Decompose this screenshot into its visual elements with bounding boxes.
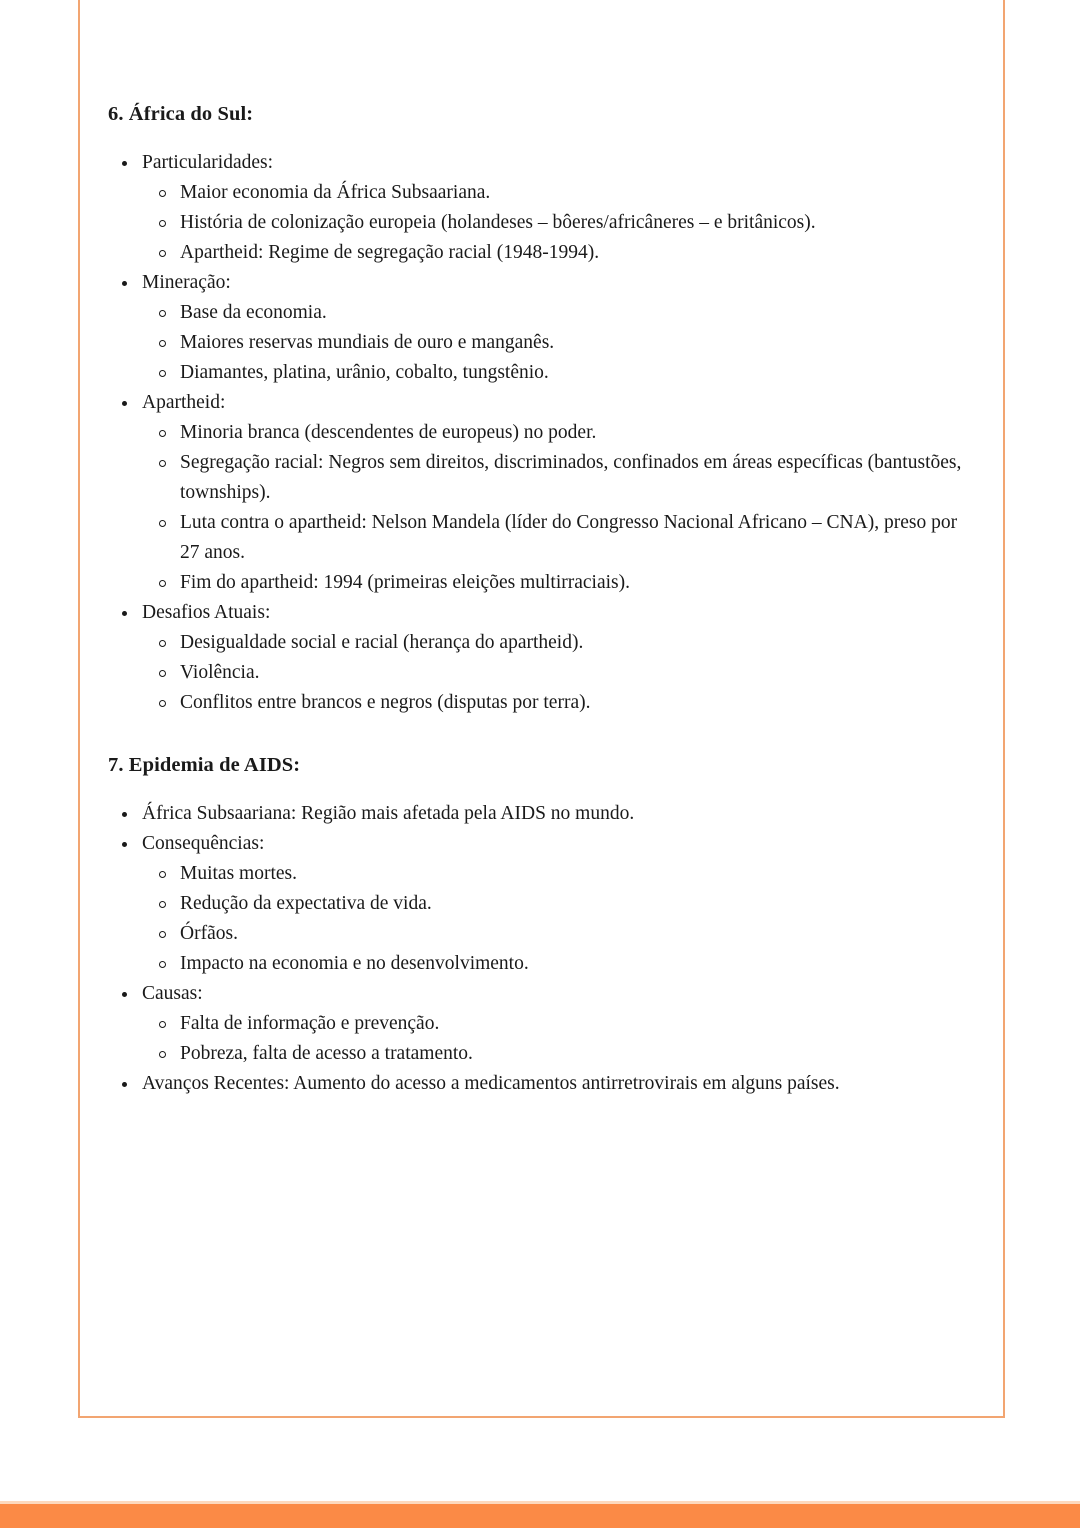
- circle-bullet-icon: [159, 238, 168, 268]
- list-item-label: Luta contra o apartheid: Nelson Mandela (líder do Congresso Nacional Africano – CNA), preso por 27 anos.: [180, 512, 958, 563]
- circle-bullet-icon: [159, 448, 168, 478]
- list-item-level-2: [142, 1009, 980, 1039]
- circle-bullet-icon: [159, 418, 168, 448]
- bullet-list-level-1: [108, 148, 980, 718]
- circle-bullet-icon: [159, 889, 168, 919]
- list-item-label: Falta de informação e prevenção.: [180, 1013, 440, 1034]
- list-item-level-2: [142, 568, 980, 598]
- list-item-label: Conflitos entre brancos e negros (disputas por terra).: [180, 692, 591, 713]
- section-heading: 7. Epidemia de AIDS:: [108, 754, 301, 776]
- list-item-level-2: [142, 859, 980, 889]
- list-item-label: Desafios Atuais:: [142, 602, 271, 623]
- circle-bullet-icon: [159, 298, 168, 328]
- bullet-list-level-2: [108, 1009, 980, 1069]
- disc-bullet-icon: [122, 598, 129, 628]
- list-item-level-2: [142, 178, 980, 208]
- list-item-level-1: [108, 388, 980, 418]
- bullet-list-level-2: [108, 859, 980, 979]
- list-item-label: Desigualdade social e racial (herança do apartheid).: [180, 632, 584, 653]
- document-section: [108, 751, 980, 1099]
- list-item-label: Base da economia.: [180, 302, 327, 323]
- list-item-level-1: [108, 268, 980, 298]
- document-section: [108, 100, 980, 718]
- list-item-level-2: [142, 328, 980, 358]
- list-item-label: Mineração:: [142, 272, 231, 293]
- circle-bullet-icon: [159, 688, 168, 718]
- disc-bullet-icon: [122, 268, 129, 298]
- circle-bullet-icon: [159, 508, 168, 538]
- circle-bullet-icon: [159, 358, 168, 388]
- circle-bullet-icon: [159, 1009, 168, 1039]
- list-item-level-1: [108, 829, 980, 859]
- list-item-label: Apartheid:: [142, 392, 226, 413]
- section-heading: 6. África do Sul:: [108, 103, 254, 125]
- list-item-level-1: [108, 799, 980, 829]
- list-item-label: Violência.: [180, 662, 260, 683]
- list-item-label: África Subsaariana: Região mais afetada pela AIDS no mundo.: [142, 803, 635, 824]
- list-item-label: Consequências:: [142, 833, 265, 854]
- list-item-level-2: [142, 298, 980, 328]
- list-item-label: Órfãos.: [180, 923, 238, 944]
- list-item-label: Diamantes, platina, urânio, cobalto, tungstênio.: [180, 362, 549, 383]
- circle-bullet-icon: [159, 568, 168, 598]
- list-item-label: Muitas mortes.: [180, 863, 297, 884]
- list-item-level-2: [142, 688, 980, 718]
- list-item-level-2: [142, 208, 980, 238]
- list-item-level-2: [142, 508, 980, 568]
- bullet-list-level-2: [108, 178, 980, 268]
- list-item-level-2: [142, 1039, 980, 1069]
- disc-bullet-icon: [122, 148, 129, 178]
- disc-bullet-icon: [122, 388, 129, 418]
- circle-bullet-icon: [159, 1039, 168, 1069]
- list-item-label: História de colonização europeia (holandeses – bôeres/africâneres – e britânicos).: [180, 212, 816, 233]
- list-item-label: Avanços Recentes: Aumento do acesso a medicamentos antirretrovirais em alguns países.: [142, 1073, 840, 1094]
- bullet-list-level-2: [108, 628, 980, 718]
- list-item-level-2: [142, 238, 980, 268]
- list-item-level-2: [142, 919, 980, 949]
- list-item-label: Minoria branca (descendentes de europeus) no poder.: [180, 422, 597, 443]
- list-item-level-1: [108, 1069, 980, 1099]
- list-item-label: Maior economia da África Subsaariana.: [180, 182, 491, 203]
- circle-bullet-icon: [159, 658, 168, 688]
- list-item-level-1: [108, 979, 980, 1009]
- list-item-label: Impacto na economia e no desenvolvimento.: [180, 953, 529, 974]
- disc-bullet-icon: [122, 979, 129, 1009]
- circle-bullet-icon: [159, 628, 168, 658]
- disc-bullet-icon: [122, 829, 129, 859]
- list-item-label: Apartheid: Regime de segregação racial (1948-1994).: [180, 242, 600, 263]
- list-item-level-2: [142, 889, 980, 919]
- bullet-list-level-2: [108, 298, 980, 388]
- list-item-label: Maiores reservas mundiais de ouro e manganês.: [180, 332, 555, 353]
- disc-bullet-icon: [122, 799, 129, 829]
- circle-bullet-icon: [159, 178, 168, 208]
- circle-bullet-icon: [159, 859, 168, 889]
- bullet-list-level-2: [108, 418, 980, 598]
- list-item-level-1: [108, 148, 980, 178]
- list-item-level-2: [142, 628, 980, 658]
- list-item-label: Causas:: [142, 983, 203, 1004]
- list-item-level-2: [142, 418, 980, 448]
- list-item-label: Segregação racial: Negros sem direitos, discriminados, confinados em áreas específicas (bantustões, townships).: [180, 452, 962, 503]
- list-item-level-2: [142, 448, 980, 508]
- list-item-level-2: [142, 949, 980, 979]
- list-item-level-2: [142, 358, 980, 388]
- circle-bullet-icon: [159, 919, 168, 949]
- circle-bullet-icon: [159, 328, 168, 358]
- circle-bullet-icon: [159, 208, 168, 238]
- list-item-level-2: [142, 658, 980, 688]
- document-content: [108, 100, 980, 1099]
- list-item-label: Particularidades:: [142, 152, 274, 173]
- disc-bullet-icon: [122, 1069, 129, 1099]
- list-item-label: Fim do apartheid: 1994 (primeiras eleições multirraciais).: [180, 572, 630, 593]
- bullet-list-level-1: [108, 799, 980, 1099]
- list-item-level-1: [108, 598, 980, 628]
- list-item-label: Pobreza, falta de acesso a tratamento.: [180, 1043, 473, 1064]
- footer-orange-band: [0, 1504, 1080, 1528]
- circle-bullet-icon: [159, 949, 168, 979]
- list-item-label: Redução da expectativa de vida.: [180, 893, 432, 914]
